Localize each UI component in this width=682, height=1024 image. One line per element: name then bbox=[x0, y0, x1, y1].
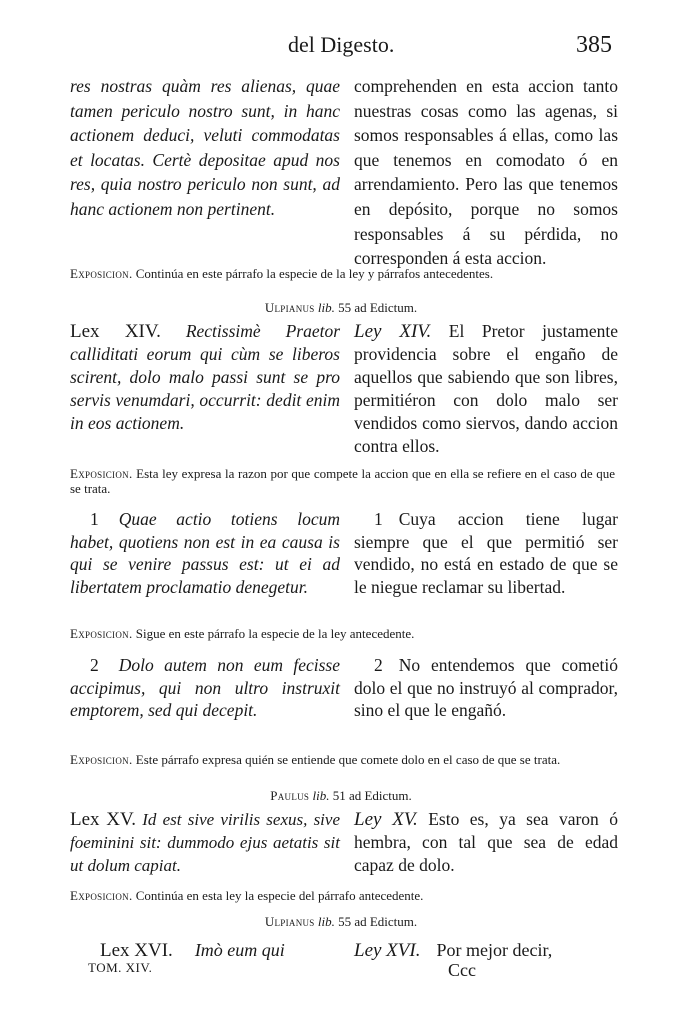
exposicion-label: Exposicion. bbox=[70, 466, 133, 481]
page-header bbox=[0, 30, 682, 70]
citation-lib: lib. bbox=[317, 914, 335, 929]
latin-text: Id est sive virilis sexus, sive foeminini sit: dummodo ejus aetatis sit ut dolum capiat. bbox=[70, 810, 341, 875]
exposicion-text: Esta ley expresa la razon por que compete la accion que en ella se refiere en el caso de que se trata. bbox=[70, 466, 616, 496]
law-heading-spanish: Ley XIV. bbox=[354, 321, 432, 342]
exposicion-text: Este párrafo expresa quién se entiende que comete dolo en el caso de que se trata. bbox=[135, 752, 561, 767]
spanish-column bbox=[354, 74, 618, 271]
latin-text: Dolo autem non eum fecisse accipimus, qui non ultro instruxit emptorem, sed qui decepit. bbox=[70, 655, 340, 720]
paragraph-number: 1 bbox=[90, 509, 99, 529]
spanish-text: El Pretor justamente providencia sobre el engaño de aquellos que sabiendo que son libres, permitiéron con dolo malo ser vendidos como siervos, dando accion contra ellos. bbox=[354, 321, 618, 456]
latin-column bbox=[70, 654, 340, 722]
spanish-text: Por mejor decir, bbox=[436, 940, 553, 960]
latin-column bbox=[70, 320, 340, 458]
spanish-column bbox=[354, 320, 618, 458]
exposicion-note bbox=[70, 888, 615, 903]
spanish-column bbox=[354, 654, 618, 722]
spanish-text: comprehenden en esta accion tanto nuestras cosas como las agenas, si somos responsables á ellas, como las que tenemos en comodato ó en arrendamiento. Pero las que tenemos en depósito, porque no somos responsables á su pérdida, no corresponden á esta accion. bbox=[354, 76, 618, 269]
signature-mark: Ccc bbox=[448, 960, 476, 980]
citation-rest: 55 ad Edictum. bbox=[338, 300, 418, 315]
paragraph-number: 2 bbox=[90, 655, 99, 675]
exposicion-note bbox=[70, 752, 615, 767]
latin-column bbox=[70, 74, 340, 271]
law-heading-spanish: Ley XV. bbox=[354, 809, 418, 830]
source-citation bbox=[0, 914, 682, 930]
latin-text: Rectissimè Praetor calliditati eorum qui cùm se liberos scirent, dolo malo passi sunt se pro servis venumdari, occurrit: dedit enim in eos actionem. bbox=[70, 321, 341, 433]
parallel-text-block bbox=[70, 74, 618, 271]
latin-text: Quae actio totiens locum habet, quotiens non est in ea causa is qui se venire passus est: ut ei ad libertatem proclamatio denegetur. bbox=[70, 509, 340, 597]
law-heading-latin: Lex XVI. bbox=[100, 940, 173, 961]
source-citation bbox=[0, 300, 682, 316]
citation-lib: lib. bbox=[312, 788, 330, 803]
exposicion-label: Exposicion. bbox=[70, 266, 133, 281]
law-heading-spanish: Ley XVI. bbox=[354, 940, 421, 961]
parallel-text-block bbox=[70, 654, 618, 722]
latin-text: Imò eum qui bbox=[194, 940, 285, 960]
exposicion-text: Continúa en esta ley la especie del párrafo antecedente. bbox=[135, 888, 424, 903]
page-number: 385 bbox=[576, 32, 612, 58]
parallel-text-block bbox=[70, 808, 618, 877]
law-heading-latin: Lex XIV. bbox=[70, 321, 161, 342]
parallel-text-block bbox=[70, 508, 618, 598]
exposicion-note bbox=[70, 466, 615, 496]
law-heading-latin: Lex XV. bbox=[70, 809, 137, 830]
latin-column bbox=[70, 508, 340, 598]
exposicion-label: Exposicion. bbox=[70, 888, 133, 903]
running-head: del Digesto. bbox=[288, 32, 395, 57]
exposicion-note bbox=[70, 266, 615, 281]
spanish-text: Cuya accion tiene lugar siempre que el que permitió ser vendido, no está en estado de que se le niegue reclamar su libertad. bbox=[354, 509, 618, 597]
citation-rest: 51 ad Edictum. bbox=[332, 788, 412, 803]
spanish-column bbox=[354, 808, 618, 877]
spanish-column bbox=[354, 938, 618, 963]
parallel-text-block bbox=[70, 320, 618, 458]
exposicion-note bbox=[70, 626, 615, 641]
volume-marker: TOM. XIV. bbox=[88, 960, 153, 975]
spanish-text: Esto es, ya sea varon ó hembra, con tal que sea de edad capaz de dolo. bbox=[354, 809, 618, 875]
latin-text: res nostras quàm res alienas, quae tamen periculo nostro sunt, in hanc actionem deduci, veluti commodatas et locatas. Certè depositae apud nos res, quia nostro periculo non sunt, ad hanc actionem non pertinent. bbox=[70, 76, 340, 219]
exposicion-label: Exposicion. bbox=[70, 752, 133, 767]
citation-author: Paulus bbox=[270, 788, 310, 803]
citation-rest: 55 ad Edictum. bbox=[338, 914, 418, 929]
exposicion-label: Exposicion. bbox=[70, 626, 133, 641]
paragraph-number: 2 bbox=[374, 655, 383, 675]
spanish-column bbox=[354, 508, 618, 598]
latin-column bbox=[70, 808, 340, 877]
exposicion-text: Sigue en este párrafo la especie de la ley antecedente. bbox=[135, 626, 415, 641]
paragraph-number: 1 bbox=[374, 509, 383, 529]
source-citation bbox=[0, 788, 682, 804]
citation-author: Ulpianus bbox=[264, 300, 315, 315]
spanish-text: No entendemos que cometió dolo el que no instruyó al comprador, sino el que le engañó. bbox=[354, 655, 618, 720]
citation-author: Ulpianus bbox=[264, 914, 315, 929]
citation-lib: lib. bbox=[317, 300, 335, 315]
exposicion-text: Continúa en este párrafo la especie de la ley y párrafos antecedentes. bbox=[135, 266, 494, 281]
